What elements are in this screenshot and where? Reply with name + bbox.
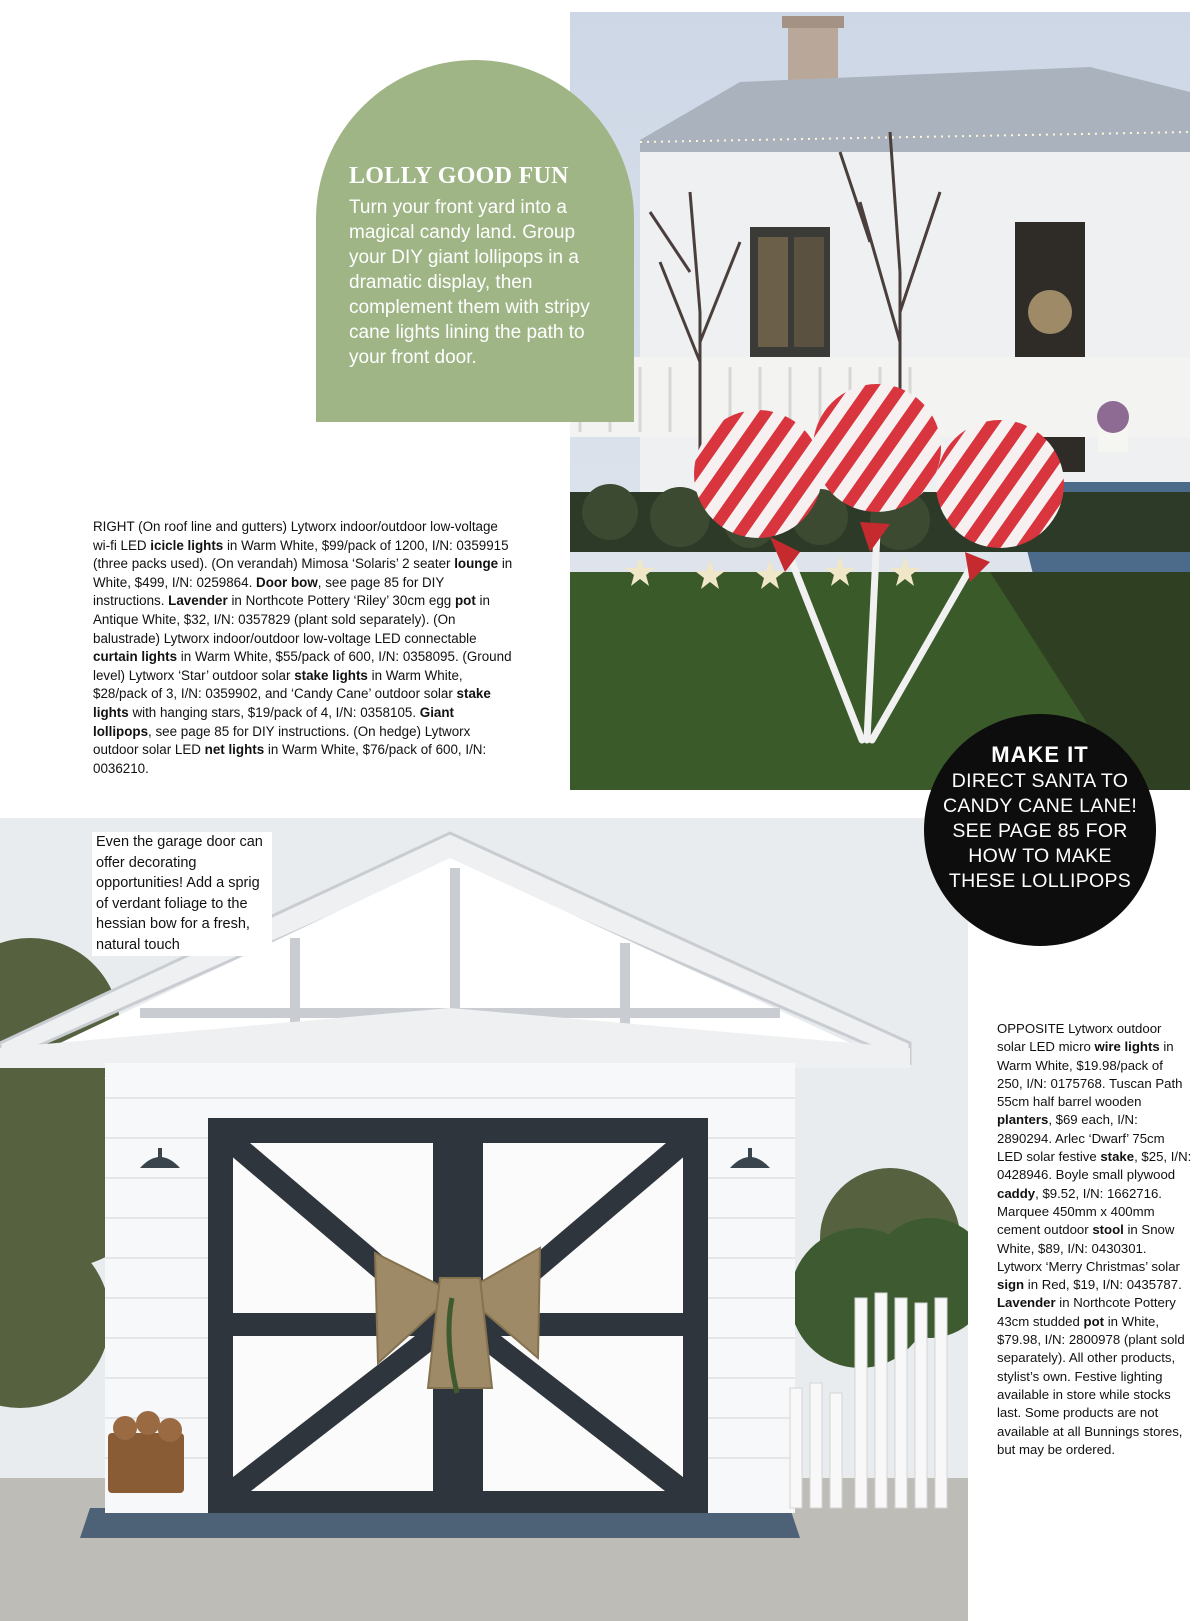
caption-text: with hanging stars, $19/pack of 4, I/N: 0358105. <box>128 704 420 720</box>
caption-keyword: curtain lights <box>93 649 178 665</box>
caption-text: , $25, I/N: 0428946. Boyle small plywood <box>997 1149 1192 1183</box>
front-yard-illustration <box>570 12 1190 790</box>
caption-keyword: stool <box>1092 1222 1124 1238</box>
front-yard-photo <box>570 12 1190 790</box>
caption-keyword: pot <box>1083 1313 1105 1329</box>
caption-text: , $69 each, I/N: 2890294. Arlec ‘Dwarf’ 75cm LED solar festive <box>997 1112 1165 1165</box>
caption-text: in Northcote Pottery 43cm studded <box>997 1295 1176 1329</box>
caption-text: in Warm White, $99/pack of 1200, I/N: 0359915 (three packs used). (On verandah) Mimosa ‘Solaris’ 2 seater <box>93 537 509 572</box>
right-photo-caption <box>93 518 513 778</box>
caption-text: , see page 85 for DIY instructions. <box>93 574 445 609</box>
caption-text: in Warm White, $76/pack of 600, I/N: 0036210. <box>93 742 487 776</box>
caption-text: in Warm White, $19.98/pack of 250, I/N: 0175768. Tuscan Path 55cm half barrel wooden <box>997 1039 1183 1110</box>
caption-text: in Antique White, $32, I/N: 0357829 (plant sold separately). (On balustrade) Lytworx indoor/outdoor low-voltage LED connectable <box>93 593 490 646</box>
caption-keyword: Lavender <box>997 1295 1056 1311</box>
caption-keyword: caddy <box>997 1185 1036 1201</box>
caption-keyword: planters <box>997 1112 1049 1128</box>
lollipop-middle <box>813 384 941 512</box>
caption-keyword: stake lights <box>93 686 491 720</box>
caption-text: in Snow White, $89, I/N: 0430301. Lytworx ‘Merry Christmas’ solar <box>997 1222 1180 1274</box>
caption-keyword: Lavender <box>168 593 228 609</box>
caption-text: RIGHT (On roof line and gutters) Lytworx indoor/outdoor low-voltage wi-fi LED <box>93 519 498 553</box>
caption-text: in White, $499, I/N: 0259864. <box>93 556 513 590</box>
caption-keyword: wire lights <box>1094 1039 1160 1055</box>
lollipop-right <box>936 420 1064 548</box>
make-it-title: MAKE IT <box>991 742 1089 767</box>
opposite-photo-caption <box>997 1020 1192 1459</box>
caption-keyword: net lights <box>204 742 265 758</box>
caption-text: OPPOSITE Lytworx outdoor solar LED micro <box>997 1021 1162 1055</box>
caption-text: , $9.52, I/N: 1662716. Marquee 450mm x 400mm cement outdoor <box>997 1185 1162 1238</box>
caption-keyword: pot <box>454 593 476 609</box>
caption-text: in Warm White, $28/pack of 3, I/N: 0359902, and ‘Candy Cane’ outdoor solar <box>93 667 463 702</box>
caption-text: in White, $79.98, I/N: 2800978 (plant sold separately). All other products, stylist’s own. Festive lighting available in store while stocks last. Some products are not available at all Bunnings stores, but may be ordered. <box>997 1313 1185 1457</box>
garage-note: Even the garage door can offer decorating opportunities! Add a sprig of verdant foliage to the hessian bow for a fresh, natural touch <box>92 832 272 956</box>
caption-keyword: stake <box>1100 1149 1135 1165</box>
caption-keyword: icicle lights <box>150 537 224 553</box>
caption-text: in Northcote Pottery ‘Riley’ 30cm egg <box>227 593 455 609</box>
feature-body: Turn your front yard into a magical candy land. Group your DIY giant lollipops in a dramatic display, then complement them with stripy cane lights lining the path to your front door. <box>349 197 590 368</box>
caption-text: , see page 85 for DIY instructions. (On hedge) Lytworx outdoor solar LED <box>93 723 471 758</box>
caption-keyword: Door bow <box>256 574 318 590</box>
caption-text: in Red, $19, I/N: 0435787. <box>1024 1277 1182 1293</box>
feature-title: LOLLY GOOD FUN <box>349 163 569 189</box>
caption-keyword: Giant lollipops <box>93 704 455 739</box>
lollipop-left <box>694 410 822 538</box>
caption-keyword: stake lights <box>294 667 368 683</box>
make-it-badge <box>924 714 1156 946</box>
caption-keyword: lounge <box>454 556 499 572</box>
make-it-body: DIRECT SANTA TO CANDY CANE LANE! SEE PAGE 85 FOR HOW TO MAKE THESE LOLLIPOPS <box>942 770 1138 892</box>
caption-text: in Warm White, $55/pack of 600, I/N: 0358095. (Ground level) Lytworx ‘Star’ outdoor solar <box>93 649 512 683</box>
caption-keyword: sign <box>997 1277 1025 1293</box>
